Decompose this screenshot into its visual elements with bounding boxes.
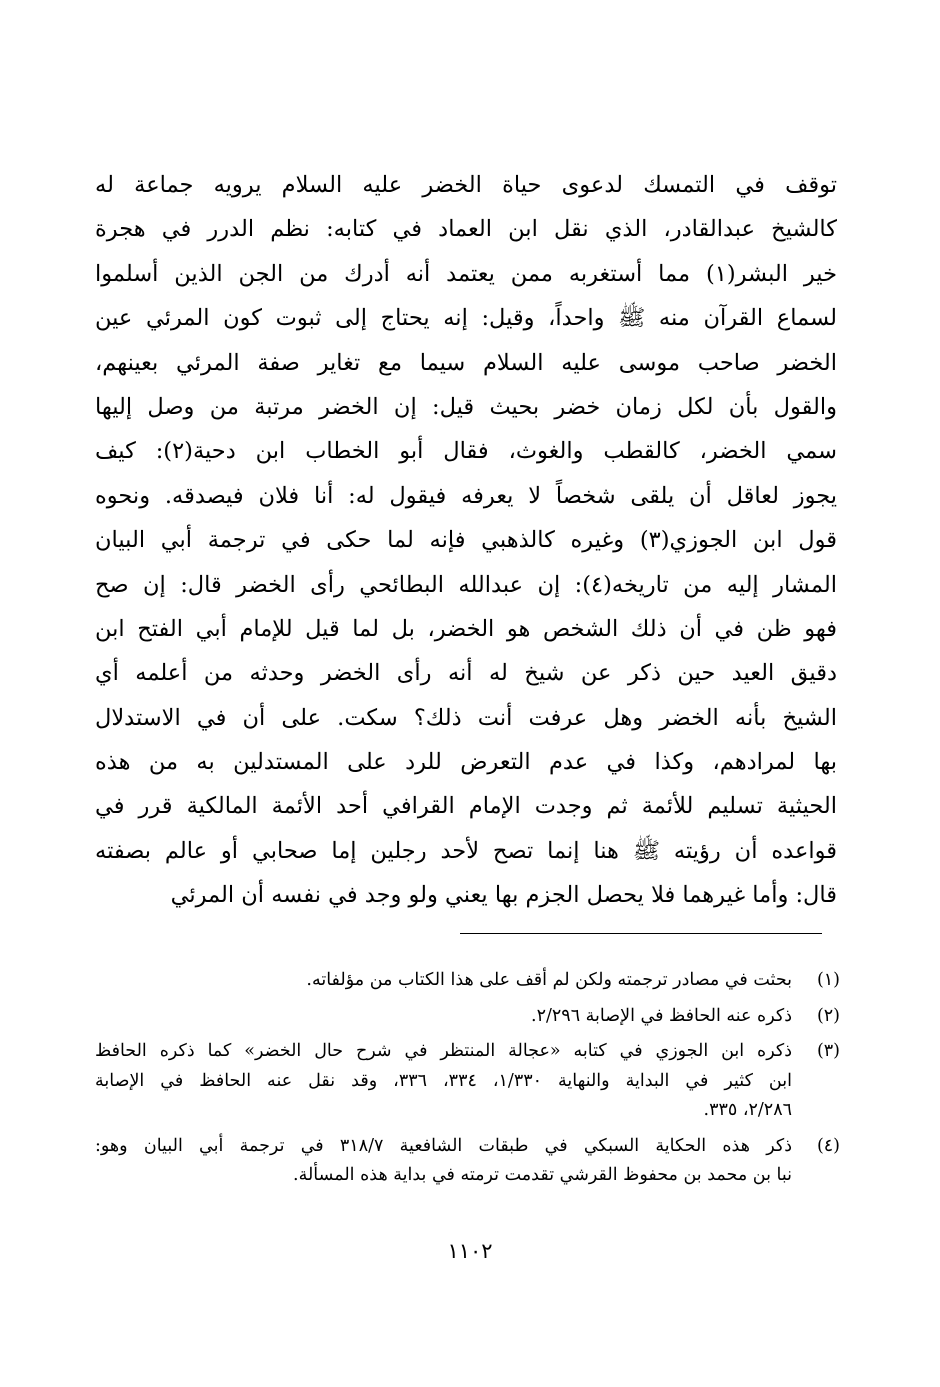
footnote-line: ذكره ابن الجوزي في كتابه «عجالة المنتظر في شرح حال الخضر» كما ذكره الحافظ <box>95 1041 792 1061</box>
text-line: كالشيخ عبدالقادر، الذي نقل ابن العماد في كتابه: نظم الدرر في هجرة <box>95 216 837 243</box>
text-line: بها لمرادهم، وكذا في عدم التعرض للرد على المستدلين به من هذه <box>95 749 837 776</box>
text-line: سمي الخضر، كالقطب والغوث، فقال أبو الخطاب ابن دحية(٢): كيف <box>95 438 837 465</box>
text-line: قواعده أن رؤيته ﷺ هنا إنما تصح لأحد رجلين إما صحابي أو عالم بصفته <box>95 837 837 864</box>
footnote-line: نبا بن محمد بن محفوظ القرشي تقدمت ترمته في بداية هذه المسألة. <box>293 1165 792 1185</box>
footnote-line: ابن كثير في البداية والنهاية ١/٣٣٠، ٣٣٤، ٣٣٦، وقد نقل عنه الحافظ في الإصابة <box>95 1070 792 1091</box>
footnote-text <box>95 1132 792 1191</box>
main-text <box>95 163 837 918</box>
text-line: دقيق العيد حين ذكر عن شيخ له أنه رأى الخضر وحدثه من أعلمه أي <box>95 660 837 687</box>
footnotes <box>95 966 840 1197</box>
footnote-number: (١) <box>816 970 840 990</box>
footnote-text <box>95 1037 792 1126</box>
footnote-number: (٣) <box>816 1041 840 1061</box>
footnote-text <box>95 1002 792 1032</box>
footnote-1 <box>95 966 840 996</box>
text-line: والقول بأن لكل زمان خضر بحيث قيل: إن الخضر مرتبة من وصل إليها <box>95 393 837 420</box>
text-line: توقف في التمسك لدعوى حياة الخضر عليه السلام يرويه جماعة له <box>95 172 837 198</box>
footnote-line: بحثت في مصادر ترجمته ولكن لم أقف على هذا الكتاب من مؤلفاته. <box>306 970 792 990</box>
page-number: ١١٠٢ <box>447 1239 493 1263</box>
footnote-text <box>95 966 792 996</box>
footnote-line: ذكره عنه الحافظ في الإصابة ٢/٢٩٦. <box>531 1005 792 1026</box>
footnote-line: ٢/٢٨٦، ٣٣٥. <box>703 1100 792 1120</box>
text-line: الشيخ بأنه الخضر وهل عرفت أنت ذلك؟ سكت. على أن في الاستدلال <box>95 704 837 731</box>
footnote-separator <box>460 933 822 934</box>
text-line: لسماع القرآن منه ﷺ واحداً، وقيل: إنه يحتاج إلى ثبوت كون المرئي عين <box>95 305 837 332</box>
text-line: خير البشر(١) مما أستغربه ممن يعتمد أنه أدرك من الجن الذين أسلموا <box>95 260 837 287</box>
footnote-line: ذكر هذه الحكاية السبكي في طبقات الشافعية ٣١٨/٧ في ترجمة أبي البيان وهو: <box>95 1135 792 1156</box>
text-line: يجوز لعاقل أن يلقى شخصاً لا يعرفه فيقول له: أنا فلان فيصدقه. ونحوه <box>95 482 837 509</box>
footnote-4 <box>95 1132 840 1191</box>
text-line: الحيثية تسليم للأئمة ثم وجدت الإمام القرافي أحد الأئمة المالكية قرر في <box>95 793 837 820</box>
text-line: فهو ظن في أن ذلك الشخص هو الخضر، بل لما قيل للإمام أبي الفتح ابن <box>95 615 837 642</box>
footnote-2 <box>95 1002 840 1032</box>
footnote-number: (٤) <box>816 1135 840 1156</box>
footnote-number: (٢) <box>816 1005 840 1026</box>
text-line: المشار إليه من تاريخه(٤): إن عبدالله البطائحي رأى الخضر قال: إن صح <box>95 571 837 598</box>
text-line: قول ابن الجوزي(٣) وغيره كالذهبي فإنه لما حكى في ترجمة أبي البيان <box>95 527 837 554</box>
text-line: الخضر صاحب موسى عليه السلام سيما مع تغاير صفة المرئي بعينهم، <box>95 349 837 376</box>
text-line: قال: وأما غيرهما فلا يحصل الجزم بها يعني ولو وجد في نفسه أن المرئي <box>170 882 837 909</box>
footnote-3 <box>95 1037 840 1126</box>
